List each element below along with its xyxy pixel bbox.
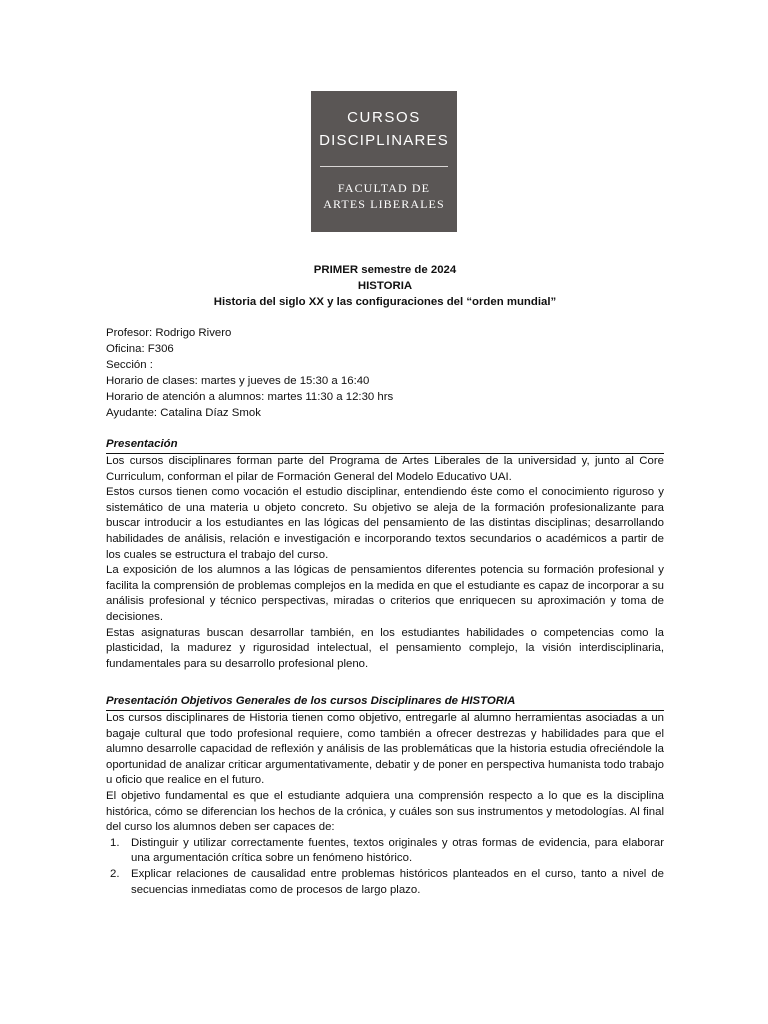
logo-line-facultad: FACULTAD DE <box>337 181 431 195</box>
section-heading: Presentación <box>106 436 664 454</box>
subject-line: HISTORIA <box>357 280 413 292</box>
list-item-text: Explicar relaciones de causalidad entre problemas históricos planteados en el curso, tanto a nivel de secuencias inmediatas como de procesos de largo plazo. <box>131 867 664 896</box>
list-number: 2. <box>110 867 120 880</box>
paragraph: Estos cursos tienen como vocación el estudio disciplinar, entendiendo éste como el conocimiento riguroso y sistemático de una materia u objeto concreto. Su objetivo se aleja de la formación profesionalizante para buscar introducir a los estudiantes en las lógicas del pensamiento de las distintas disciplinas; desarrollando habilidades de análisis, relación e investigación e incorporando textos secundarios o académicos a partir de los cuales se estructura el trabajo del curso. <box>106 486 664 561</box>
logo-divider <box>320 166 448 167</box>
list-item <box>106 836 664 867</box>
course-title: Historia del siglo XX y las configuraciones del “orden mundial” <box>213 296 557 308</box>
paragraph: El objetivo fundamental es que el estudiante adquiera una comprensión respecto a lo que es la disciplina histórica, cómo se diferencian los hechos de la crónica, y cuáles son sus instrumentos y metodologías. Al final del curso los alumnos deben ser capaces de: <box>106 789 664 834</box>
professor-line: Profesor: Rodrigo Rivero <box>106 327 232 339</box>
list-number: 1. <box>110 836 120 849</box>
objectives-section <box>106 693 664 898</box>
objectives-list <box>106 836 664 898</box>
paragraph: La exposición de los alumnos a las lógicas de pensamientos diferentes potencia su formación profesional y facilita la comprensión de problemas complejos en la medida en que el estudiante es capaz de incorporar a su análisis profesional y técnico perspectivas, miradas o criterios que enriquecen su aproximación y toma de decisiones. <box>106 564 664 623</box>
paragraph: Estas asignaturas buscan desarrollar también, en los estudiantes habilidades o competencias como la plasticidad, la madurez y rigurosidad intelectual, el pensamiento complejo, la visión interdisciplinaria, fundamentales para su desarrollo profesional pleno. <box>106 626 664 670</box>
list-item <box>106 867 664 898</box>
assistant-line: Ayudante: Catalina Díaz Smok <box>106 407 261 419</box>
office-hours-line: Horario de atención a alumnos: martes 11:30 a 12:30 hrs <box>106 391 394 403</box>
list-item-text: Distinguir y utilizar correctamente fuentes, textos originales y otras formas de evidencia, para elaborar una argumentación crítica sobre un fenómeno histórico. <box>131 836 664 865</box>
section-line: Sección : <box>106 359 153 371</box>
office-line: Oficina: F306 <box>106 343 174 355</box>
logo-line-artes: ARTES LIBERALES <box>323 197 445 211</box>
faculty-logo <box>311 91 457 232</box>
course-info <box>106 325 393 421</box>
section-heading: Presentación Objetivos Generales de los cursos Disciplinares de HISTORIA <box>106 693 664 711</box>
document-header <box>106 262 664 310</box>
paragraph: Los cursos disciplinares forman parte del Programa de Artes Liberales de la universidad y, junto al Core Curriculum, conforman el pilar de Formación General del Modelo Educativo UAI. <box>106 455 664 483</box>
logo-line-cursos: CURSOS <box>347 109 421 126</box>
presentation-section <box>106 436 664 672</box>
semester-line: PRIMER semestre de 2024 <box>313 264 457 276</box>
paragraph: Los cursos disciplinares de Historia tienen como objetivo, entregarle al alumno herramientas asociadas a un bagaje cultural que todo profesional requiere, como también a ofrecer destrezas y habilidades para que el alumno desarrolle capacidad de reflexión y análisis de las problemáticas que la historia estudia ofreciéndole la oportunidad de analizar criticar argumentativamente, debatir y de poner en perspectiva humanista todo trabajo u oficio que realice en el futuro. <box>106 712 664 787</box>
logo-line-disciplinares: DISCIPLINARES <box>319 132 449 149</box>
class-schedule-line: Horario de clases: martes y jueves de 15:30 a 16:40 <box>106 375 370 387</box>
